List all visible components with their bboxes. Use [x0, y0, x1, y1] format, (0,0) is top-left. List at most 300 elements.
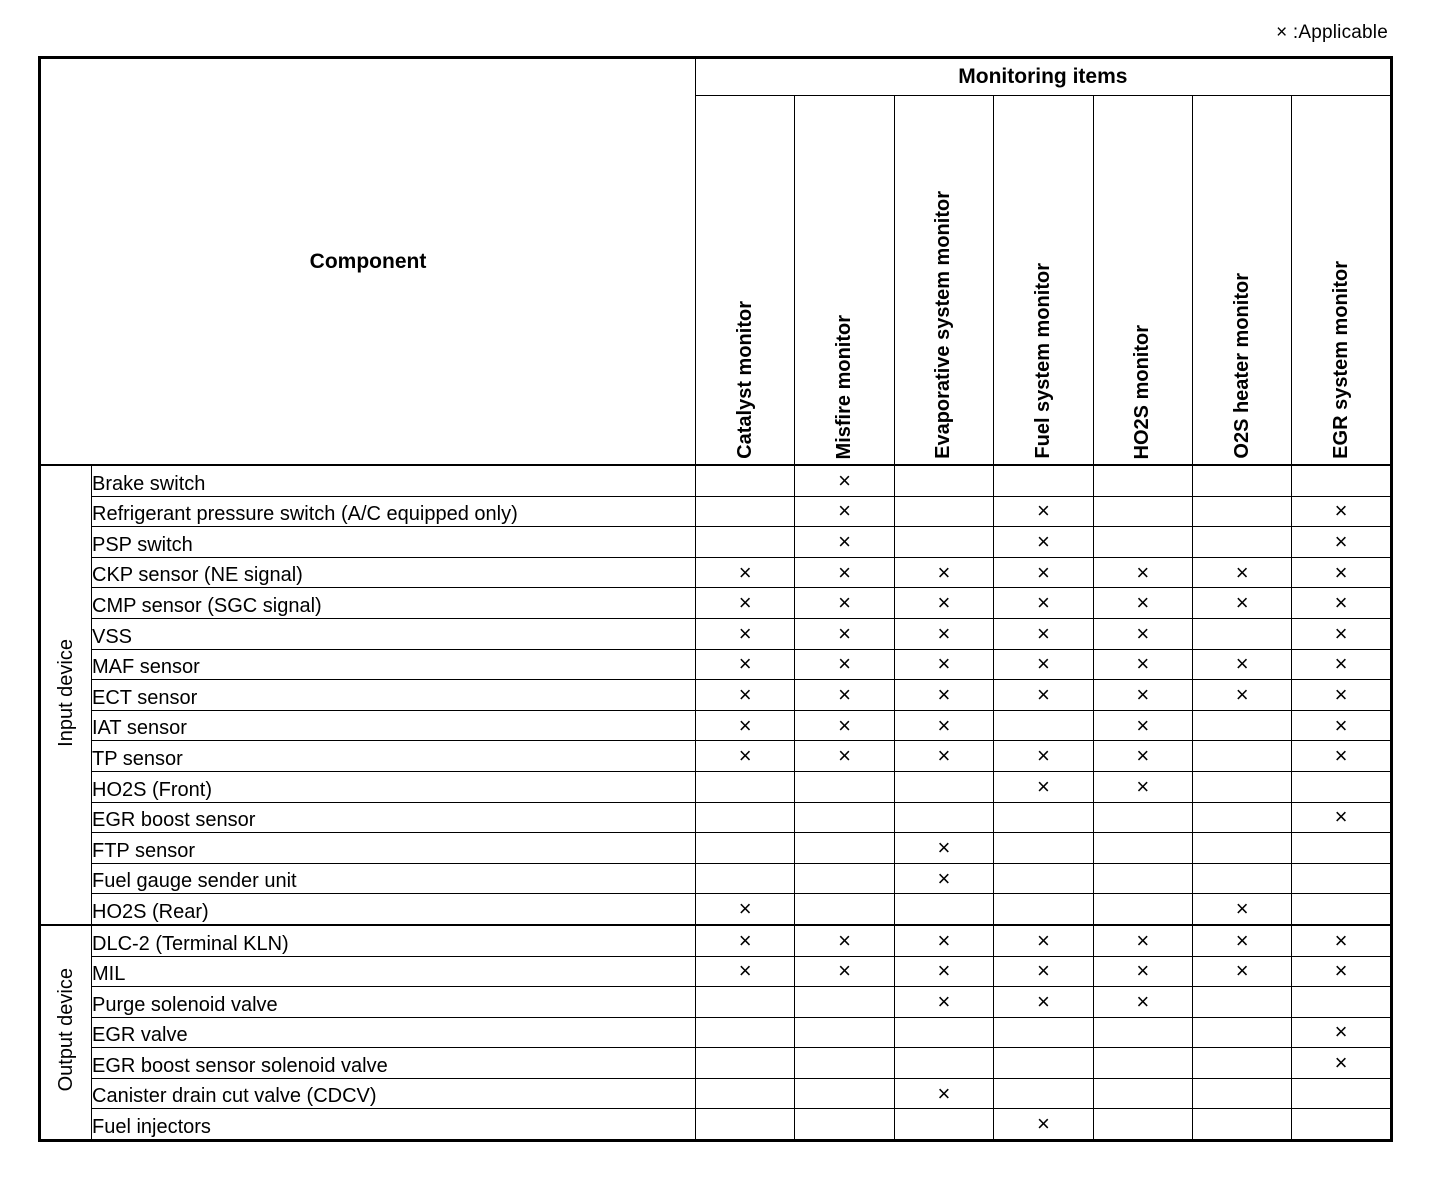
applicability-cell — [894, 863, 993, 894]
applicable-mark: × — [1334, 1050, 1348, 1076]
monitor-label: Evaporative system monitor — [932, 191, 955, 459]
applicability-cell — [1093, 833, 1192, 864]
applicability-cell — [994, 588, 1093, 619]
applicability-cell — [1192, 1048, 1291, 1079]
component-header-label: Component — [309, 249, 427, 273]
applicability-cell — [696, 680, 795, 711]
applicability-cell — [1292, 1017, 1391, 1048]
component-name: Purge solenoid valve — [92, 987, 696, 1018]
applicability-cell — [1093, 680, 1192, 711]
monitoring-matrix — [38, 56, 1393, 1142]
applicable-mark: × — [838, 681, 852, 707]
applicable-mark: × — [1235, 651, 1249, 677]
component-name: VSS — [92, 618, 696, 649]
applicability-cell — [894, 771, 993, 802]
applicability-cell — [795, 588, 894, 619]
applicable-mark: × — [1136, 590, 1150, 616]
applicable-mark: × — [738, 927, 752, 953]
applicability-cell — [696, 588, 795, 619]
applicability-cell — [1093, 771, 1192, 802]
applicability-cell — [1292, 465, 1391, 496]
applicability-cell — [994, 771, 1093, 802]
applicability-cell — [795, 863, 894, 894]
applicability-cell — [894, 496, 993, 527]
applicability-cell — [795, 710, 894, 741]
applicability-cell — [894, 956, 993, 987]
table-row — [40, 1078, 1392, 1109]
applicability-cell — [1093, 1078, 1192, 1109]
applicability-cell — [696, 925, 795, 956]
applicable-mark: × — [1334, 620, 1348, 646]
applicability-cell — [1192, 588, 1291, 619]
component-name: PSP switch — [92, 527, 696, 558]
applicability-cell — [1292, 649, 1391, 680]
applicability-cell — [894, 987, 993, 1018]
applicability-cell — [894, 618, 993, 649]
monitor-label: EGR system monitor — [1329, 261, 1352, 459]
applicability-cell — [1093, 710, 1192, 741]
applicability-cell — [894, 1048, 993, 1079]
applicability-cell — [1192, 527, 1291, 558]
applicability-cell — [696, 710, 795, 741]
applicability-cell — [1292, 527, 1391, 558]
applicable-mark: × — [1334, 528, 1348, 554]
applicability-cell — [1292, 710, 1391, 741]
table-row — [40, 1109, 1392, 1141]
table-row — [40, 802, 1392, 833]
applicability-cell — [894, 527, 993, 558]
applicable-mark: × — [838, 620, 852, 646]
monitor-column-header — [1292, 96, 1391, 466]
applicability-cell — [795, 465, 894, 496]
applicable-mark: × — [838, 927, 852, 953]
applicability-cell — [1292, 833, 1391, 864]
component-name: EGR boost sensor solenoid valve — [92, 1048, 696, 1079]
applicability-cell — [1093, 1017, 1192, 1048]
applicable-mark: × — [838, 528, 852, 554]
applicable-mark: × — [738, 620, 752, 646]
applicability-cell — [795, 680, 894, 711]
monitoring-items-header — [696, 58, 1392, 96]
applicability-cell — [1292, 956, 1391, 987]
group-label: Input device — [54, 638, 77, 747]
applicable-mark: × — [1334, 743, 1348, 769]
applicability-cell — [894, 680, 993, 711]
applicability-cell — [795, 1017, 894, 1048]
component-name: MAF sensor — [92, 649, 696, 680]
applicability-cell — [1292, 1078, 1391, 1109]
applicable-mark: × — [1136, 743, 1150, 769]
monitor-column-header — [1192, 96, 1291, 466]
applicability-cell — [1192, 802, 1291, 833]
component-name: HO2S (Rear) — [92, 894, 696, 925]
component-name: Fuel gauge sender unit — [92, 863, 696, 894]
applicable-mark: × — [1235, 681, 1249, 707]
table-row — [40, 649, 1392, 680]
applicability-cell — [1192, 710, 1291, 741]
applicable-mark: × — [1334, 927, 1348, 953]
applicable-mark: × — [1136, 773, 1150, 799]
applicability-cell — [696, 557, 795, 588]
applicability-cell — [894, 1109, 993, 1141]
table-row — [40, 680, 1392, 711]
group-label-cell — [40, 465, 92, 925]
applicability-cell — [696, 802, 795, 833]
table-row — [40, 557, 1392, 588]
applicability-cell — [1292, 618, 1391, 649]
component-name: Brake switch — [92, 465, 696, 496]
applicable-mark: × — [1235, 958, 1249, 984]
applicable-mark: × — [1136, 712, 1150, 738]
applicability-cell — [1192, 863, 1291, 894]
monitor-column-header — [795, 96, 894, 466]
applicable-mark: × — [838, 467, 852, 493]
applicable-mark: × — [1235, 927, 1249, 953]
monitor-column-header — [1093, 96, 1192, 466]
applicable-mark: × — [838, 712, 852, 738]
applicable-mark: × — [1136, 559, 1150, 585]
applicable-mark: × — [1036, 988, 1050, 1014]
applicability-cell — [1093, 557, 1192, 588]
applicability-cell — [894, 925, 993, 956]
applicability-cell — [795, 894, 894, 925]
applicability-cell — [1192, 741, 1291, 772]
applicability-cell — [795, 956, 894, 987]
applicability-cell — [1093, 1048, 1192, 1079]
group-label: Output device — [54, 968, 77, 1092]
applicability-cell — [795, 1078, 894, 1109]
applicable-mark: × — [937, 651, 951, 677]
applicable-mark: × — [838, 559, 852, 585]
applicability-cell — [994, 894, 1093, 925]
applicability-cell — [1292, 894, 1391, 925]
applicable-mark: × — [937, 712, 951, 738]
component-name: MIL — [92, 956, 696, 987]
applicable-mark: × — [1334, 590, 1348, 616]
applicability-cell — [696, 1048, 795, 1079]
applicable-mark: × — [1036, 927, 1050, 953]
component-name: ECT sensor — [92, 680, 696, 711]
applicability-cell — [894, 649, 993, 680]
table-row — [40, 863, 1392, 894]
applicable-mark: × — [1136, 681, 1150, 707]
applicable-mark: × — [1334, 1019, 1348, 1045]
applicability-cell — [1292, 496, 1391, 527]
component-name: HO2S (Front) — [92, 771, 696, 802]
applicability-cell — [994, 1078, 1093, 1109]
applicable-mark: × — [838, 651, 852, 677]
component-name: IAT sensor — [92, 710, 696, 741]
applicability-cell — [1292, 771, 1391, 802]
matrix-body — [40, 465, 1392, 1141]
applicable-mark: × — [1334, 681, 1348, 707]
applicable-mark: × — [1334, 712, 1348, 738]
applicability-cell — [795, 987, 894, 1018]
applicability-cell — [696, 987, 795, 1018]
applicability-cell — [1093, 527, 1192, 558]
applicability-cell — [994, 1048, 1093, 1079]
applicability-cell — [1292, 987, 1391, 1018]
applicable-mark: × — [1036, 651, 1050, 677]
applicable-mark: × — [1036, 958, 1050, 984]
applicability-cell — [1093, 618, 1192, 649]
applicable-mark: × — [1036, 620, 1050, 646]
applicability-cell — [1192, 956, 1291, 987]
applicable-mark: × — [738, 896, 752, 922]
table-row — [40, 833, 1392, 864]
applicability-cell — [1192, 1078, 1291, 1109]
applicability-cell — [894, 1017, 993, 1048]
applicability-cell — [1093, 925, 1192, 956]
applicability-cell — [994, 1017, 1093, 1048]
monitor-column-header — [994, 96, 1093, 466]
applicability-cell — [1093, 1109, 1192, 1141]
applicability-cell — [1292, 863, 1391, 894]
table-row — [40, 741, 1392, 772]
applicable-mark: × — [738, 712, 752, 738]
applicability-cell — [994, 649, 1093, 680]
applicable-mark: × — [1136, 651, 1150, 677]
applicability-cell — [994, 956, 1093, 987]
applicability-cell — [696, 894, 795, 925]
applicability-cell — [795, 496, 894, 527]
applicability-cell — [894, 465, 993, 496]
applicability-cell — [1192, 496, 1291, 527]
applicability-cell — [1292, 588, 1391, 619]
table-row — [40, 496, 1392, 527]
applicability-cell — [994, 557, 1093, 588]
applicability-cell — [1093, 465, 1192, 496]
applicable-mark: × — [738, 681, 752, 707]
applicability-cell — [994, 987, 1093, 1018]
component-name: Canister drain cut valve (CDCV) — [92, 1078, 696, 1109]
applicable-mark: × — [1036, 559, 1050, 585]
applicable-mark: × — [1036, 773, 1050, 799]
applicable-mark: × — [1136, 927, 1150, 953]
applicable-mark: × — [738, 559, 752, 585]
monitor-label: Fuel system monitor — [1031, 263, 1054, 459]
applicability-cell — [795, 527, 894, 558]
applicability-cell — [696, 649, 795, 680]
applicability-cell — [994, 833, 1093, 864]
applicability-cell — [894, 894, 993, 925]
applicable-mark: × — [1036, 1111, 1050, 1137]
component-name: Refrigerant pressure switch (A/C equipped only) — [92, 496, 696, 527]
component-name: DLC-2 (Terminal KLN) — [92, 925, 696, 956]
applicable-mark: × — [838, 590, 852, 616]
applicable-mark: × — [1334, 559, 1348, 585]
applicability-cell — [795, 771, 894, 802]
applicability-cell — [696, 496, 795, 527]
group-label-cell — [40, 925, 92, 1141]
applicability-cell — [1292, 557, 1391, 588]
table-row — [40, 925, 1392, 956]
table-row — [40, 771, 1392, 802]
applicability-cell — [994, 925, 1093, 956]
applicability-cell — [994, 802, 1093, 833]
table-row — [40, 1017, 1392, 1048]
applicability-cell — [994, 680, 1093, 711]
applicable-mark: × — [1036, 528, 1050, 554]
applicable-mark: × — [937, 559, 951, 585]
applicability-cell — [1093, 894, 1192, 925]
applicable-mark: × — [738, 743, 752, 769]
applicability-cell — [1093, 987, 1192, 1018]
applicability-cell — [696, 956, 795, 987]
applicability-cell — [1192, 465, 1291, 496]
component-name: FTP sensor — [92, 833, 696, 864]
applicability-cell — [696, 833, 795, 864]
applicability-cell — [994, 1109, 1093, 1141]
table-row — [40, 465, 1392, 496]
applicability-cell — [994, 741, 1093, 772]
monitor-label: Catalyst monitor — [733, 301, 756, 459]
applicability-cell — [1192, 649, 1291, 680]
applicability-cell — [1093, 956, 1192, 987]
table-row — [40, 710, 1392, 741]
applicability-cell — [795, 1109, 894, 1141]
applicable-mark: × — [1136, 620, 1150, 646]
applicability-cell — [696, 863, 795, 894]
applicability-cell — [1093, 496, 1192, 527]
table-row — [40, 894, 1392, 925]
applicable-mark: × — [937, 681, 951, 707]
applicability-cell — [1192, 987, 1291, 1018]
applicability-cell — [1292, 925, 1391, 956]
applicability-cell — [1192, 771, 1291, 802]
applicability-cell — [795, 833, 894, 864]
applicability-cell — [795, 557, 894, 588]
applicable-mark: × — [1334, 651, 1348, 677]
table-row — [40, 987, 1392, 1018]
applicability-cell — [795, 741, 894, 772]
applicable-mark: × — [1036, 743, 1050, 769]
applicability-cell — [1192, 557, 1291, 588]
applicable-mark: × — [937, 590, 951, 616]
applicability-cell — [696, 1109, 795, 1141]
applicability-cell — [696, 741, 795, 772]
applicability-cell — [1292, 1048, 1391, 1079]
applicability-cell — [894, 588, 993, 619]
applicable-mark: × — [1036, 498, 1050, 524]
applicable-mark: × — [1334, 804, 1348, 830]
applicable-mark: × — [937, 620, 951, 646]
applicability-cell — [696, 618, 795, 649]
applicability-cell — [1292, 802, 1391, 833]
applicable-mark: × — [937, 1080, 951, 1106]
applicable-mark: × — [838, 743, 852, 769]
applicability-cell — [696, 465, 795, 496]
table-row — [40, 956, 1392, 987]
applicability-cell — [894, 741, 993, 772]
applicability-cell — [894, 1078, 993, 1109]
applicability-cell — [795, 618, 894, 649]
applicability-cell — [1292, 680, 1391, 711]
applicability-cell — [1192, 1109, 1291, 1141]
applicability-cell — [894, 833, 993, 864]
applicability-cell — [1192, 894, 1291, 925]
monitor-column-header — [696, 96, 795, 466]
applicability-cell — [795, 1048, 894, 1079]
applicability-cell — [1192, 925, 1291, 956]
applicability-cell — [1093, 649, 1192, 680]
applicable-mark: × — [1235, 559, 1249, 585]
applicable-mark: × — [937, 865, 951, 891]
applicable-mark: × — [937, 834, 951, 860]
component-name: TP sensor — [92, 741, 696, 772]
applicability-cell — [1093, 588, 1192, 619]
component-name: CMP sensor (SGC signal) — [92, 588, 696, 619]
applicability-cell — [994, 527, 1093, 558]
applicability-cell — [894, 710, 993, 741]
applicability-cell — [1192, 618, 1291, 649]
component-name: Fuel injectors — [92, 1109, 696, 1141]
applicability-cell — [1192, 1017, 1291, 1048]
applicability-cell — [994, 618, 1093, 649]
applicability-cell — [795, 649, 894, 680]
monitor-label: O2S heater monitor — [1230, 273, 1253, 459]
applicability-cell — [894, 557, 993, 588]
applicability-cell — [696, 1078, 795, 1109]
legend-text: × :Applicable — [1276, 22, 1388, 43]
applicable-mark: × — [1036, 590, 1050, 616]
applicability-cell — [1093, 802, 1192, 833]
applicability-cell — [994, 465, 1093, 496]
applicability-cell — [1292, 741, 1391, 772]
applicability-cell — [696, 771, 795, 802]
applicability-cell — [795, 802, 894, 833]
component-name: CKP sensor (NE signal) — [92, 557, 696, 588]
applicability-cell — [795, 925, 894, 956]
applicable-mark: × — [1036, 681, 1050, 707]
applicable-mark: × — [937, 988, 951, 1014]
applicable-mark: × — [738, 590, 752, 616]
applicability-cell — [696, 1017, 795, 1048]
monitor-label: Misfire monitor — [833, 314, 856, 459]
applicable-mark: × — [1136, 958, 1150, 984]
applicable-mark: × — [937, 927, 951, 953]
applicability-cell — [696, 527, 795, 558]
applicable-mark: × — [1334, 958, 1348, 984]
applicable-mark: × — [838, 958, 852, 984]
table-row — [40, 618, 1392, 649]
applicability-cell — [1292, 1109, 1391, 1141]
applicability-cell — [994, 496, 1093, 527]
component-name: EGR valve — [92, 1017, 696, 1048]
applicable-mark: × — [937, 958, 951, 984]
applicable-mark: × — [1334, 498, 1348, 524]
applicability-cell — [1093, 741, 1192, 772]
component-name: EGR boost sensor — [92, 802, 696, 833]
table-row — [40, 588, 1392, 619]
table-row — [40, 527, 1392, 558]
applicable-mark: × — [838, 498, 852, 524]
monitor-label: HO2S monitor — [1131, 324, 1154, 459]
applicable-mark: × — [738, 651, 752, 677]
monitoring-items-label: Monitoring items — [958, 65, 1128, 88]
component-header — [40, 58, 696, 466]
applicability-cell — [1093, 863, 1192, 894]
applicable-mark: × — [1235, 590, 1249, 616]
applicable-mark: × — [1136, 988, 1150, 1014]
applicability-cell — [894, 802, 993, 833]
applicability-cell — [1192, 833, 1291, 864]
monitor-column-header — [894, 96, 993, 466]
table-row — [40, 1048, 1392, 1079]
applicable-mark: × — [937, 743, 951, 769]
applicable-mark: × — [1235, 896, 1249, 922]
applicability-cell — [994, 863, 1093, 894]
